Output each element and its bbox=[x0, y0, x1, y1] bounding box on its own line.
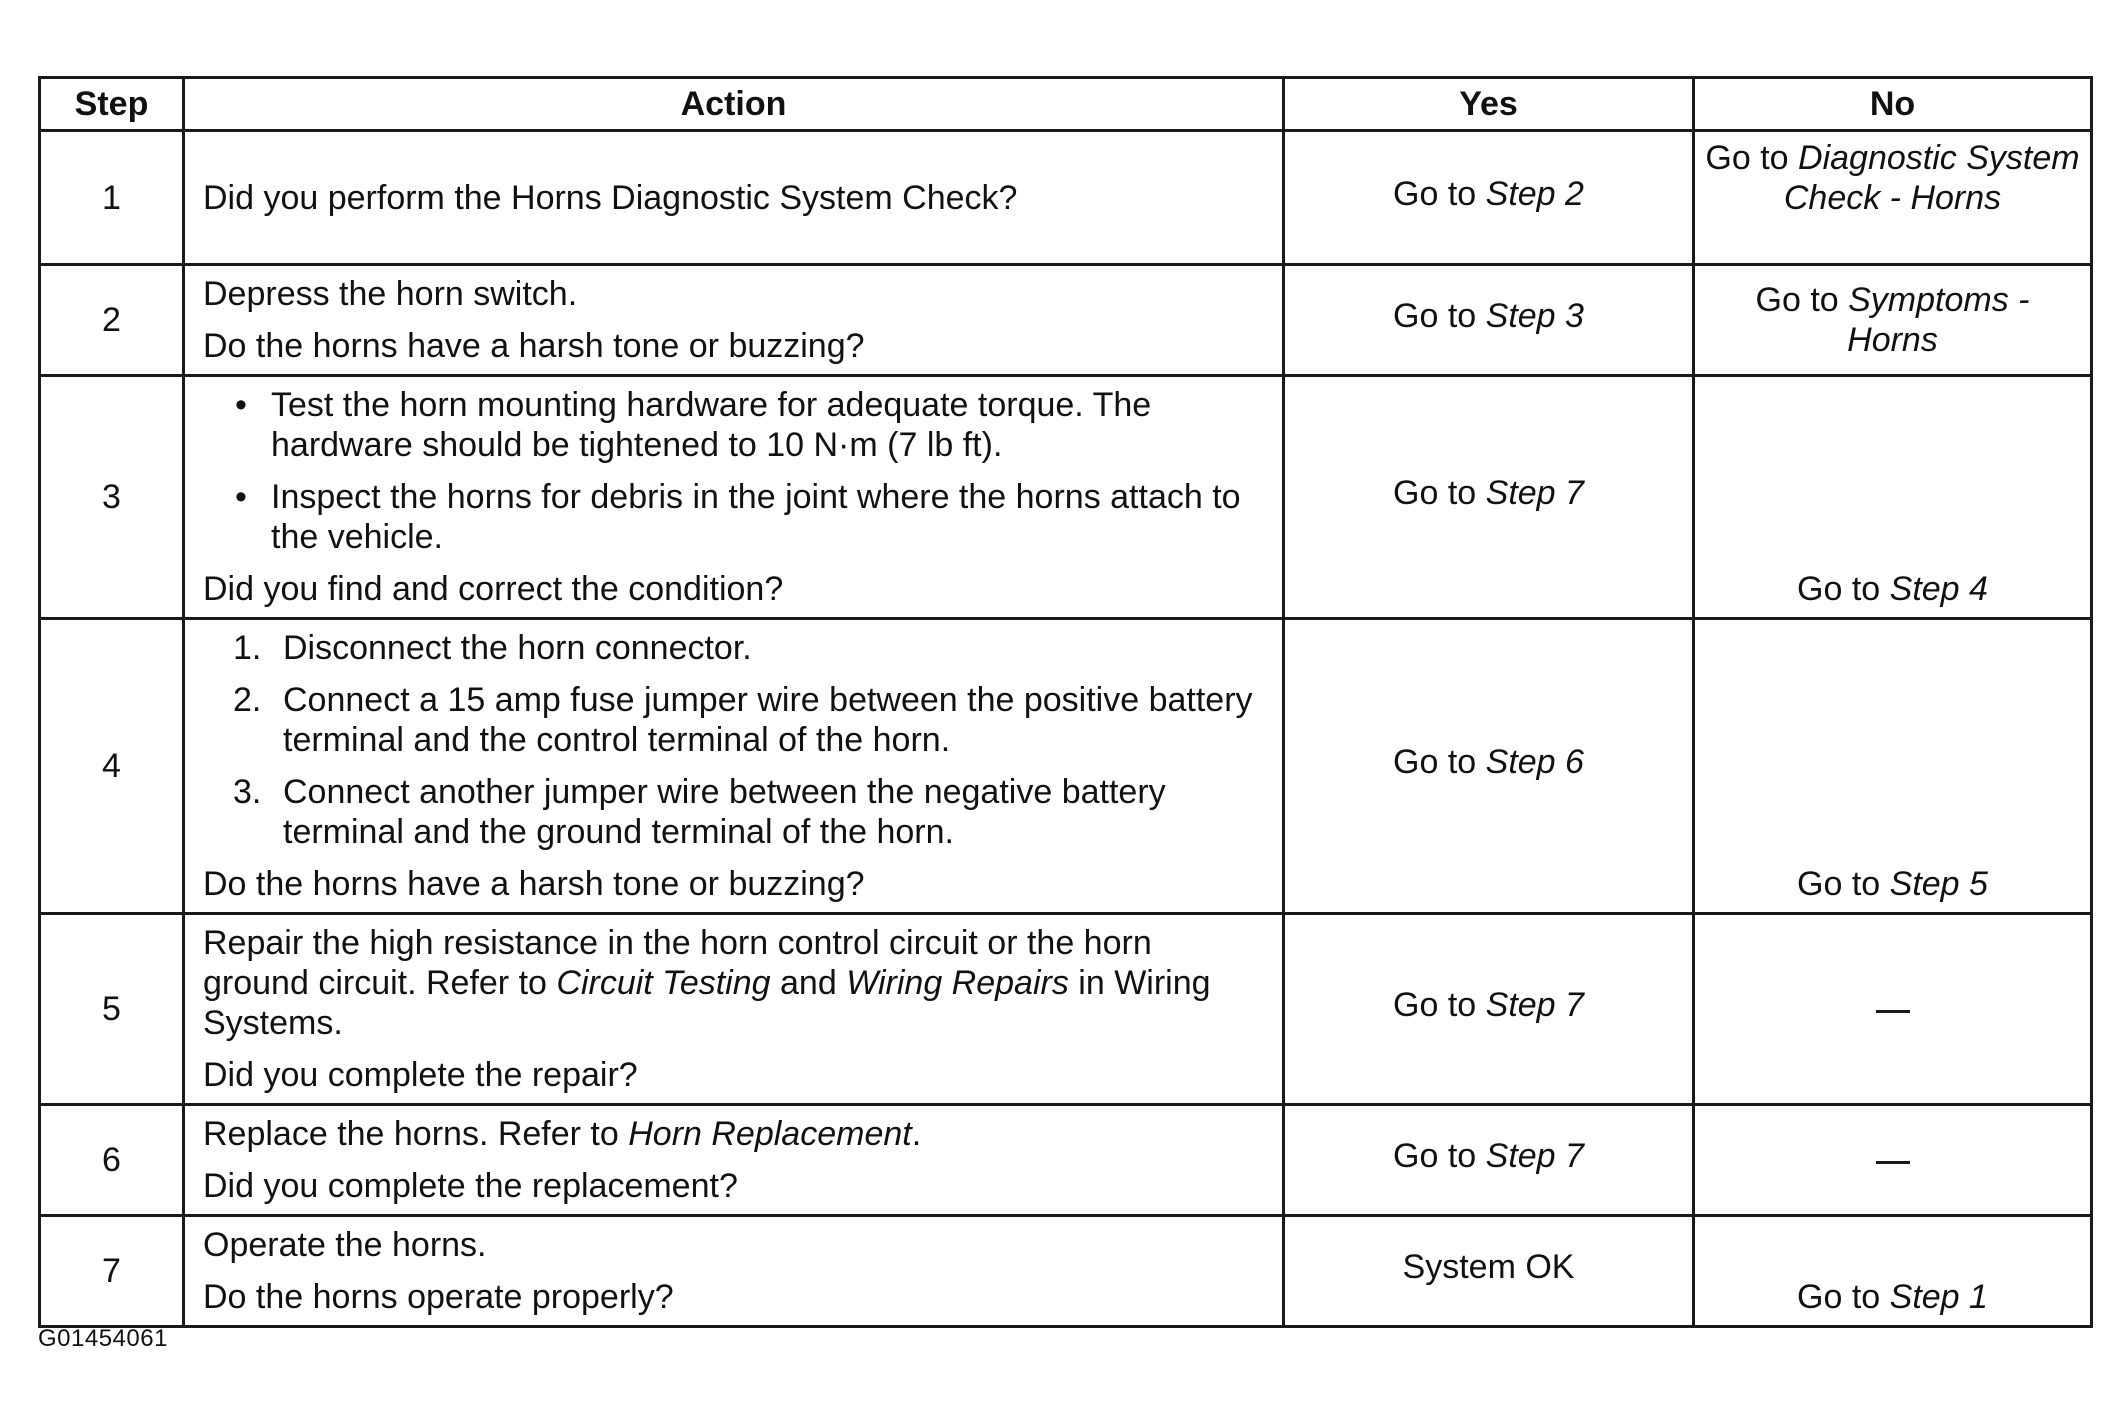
action-question: Do the horns have a harsh tone or buzzing? bbox=[203, 327, 865, 365]
table-row bbox=[40, 376, 2092, 619]
yes-cell bbox=[1284, 1105, 1694, 1216]
action-cell bbox=[184, 376, 1284, 619]
action-text: Depress the horn switch. bbox=[203, 275, 578, 313]
no-prefix: Go to bbox=[1797, 570, 1890, 608]
bullet-icon: • bbox=[235, 386, 247, 424]
table-row bbox=[40, 619, 2092, 914]
action-text: Did you perform the Horns Diagnostic System Check? bbox=[203, 178, 1018, 217]
action-question: Do the horns operate properly? bbox=[203, 1278, 674, 1316]
yes-text: System OK bbox=[1402, 1248, 1575, 1286]
action-cell bbox=[184, 1105, 1284, 1216]
header-row bbox=[40, 78, 2092, 131]
action-cell bbox=[184, 131, 1284, 265]
action-text: Repair the high resistance in the horn control circuit or the horn ground circuit. Refer to Circuit Testing and Wiring Repairs in Wiring Systems. bbox=[203, 924, 1211, 1042]
table-row bbox=[40, 131, 2092, 265]
no-cell bbox=[1694, 1216, 2092, 1327]
yes-ref: Step 6 bbox=[1485, 743, 1584, 781]
no-prefix: Go to bbox=[1705, 139, 1799, 177]
yes-ref: Step 7 bbox=[1485, 474, 1584, 512]
yes-cell bbox=[1284, 619, 1694, 914]
no-ref: Diagnostic System Check - Horns bbox=[1783, 139, 2080, 217]
numbered-list bbox=[203, 628, 1262, 852]
step-number: 1 bbox=[40, 131, 184, 265]
reference-link-text: Wiring Repairs bbox=[846, 964, 1069, 1002]
action-cell bbox=[184, 619, 1284, 914]
step-number: 6 bbox=[40, 1105, 184, 1216]
yes-ref: Step 7 bbox=[1485, 1137, 1584, 1175]
action-question: Did you find and correct the condition? bbox=[203, 570, 784, 608]
table-row bbox=[40, 265, 2092, 376]
no-prefix: Go to bbox=[1797, 1278, 1890, 1316]
no-cell bbox=[1694, 619, 2092, 914]
yes-ref: Step 3 bbox=[1485, 297, 1584, 335]
header-step: Step bbox=[40, 78, 184, 131]
yes-cell bbox=[1284, 914, 1694, 1105]
yes-prefix: Go to bbox=[1393, 474, 1486, 512]
step-number: 2 bbox=[40, 265, 184, 376]
numbered-item: 2. Connect a 15 amp fuse jumper wire between the positive battery terminal and the control terminal of the horn. bbox=[233, 681, 1253, 759]
no-ref: Symptoms - Horns bbox=[1847, 281, 2030, 359]
bullet-item: • Test the horn mounting hardware for adequate torque. The hardware should be tightened to 10 N·m (7 lb ft). bbox=[235, 386, 1152, 464]
header-yes: Yes bbox=[1284, 78, 1694, 131]
yes-prefix: Go to bbox=[1393, 1137, 1486, 1175]
yes-cell bbox=[1284, 131, 1694, 265]
table-row bbox=[40, 1105, 2092, 1216]
no-dash bbox=[1876, 1161, 1910, 1164]
figure-id: G01454061 bbox=[38, 1325, 168, 1352]
no-cell bbox=[1694, 131, 2092, 265]
step-number: 3 bbox=[40, 376, 184, 619]
no-cell bbox=[1694, 376, 2092, 619]
action-cell bbox=[184, 265, 1284, 376]
action-question: Do the horns have a harsh tone or buzzing? bbox=[203, 865, 865, 903]
bullet-list bbox=[203, 385, 1262, 557]
no-cell bbox=[1694, 265, 2092, 376]
yes-ref: Step 7 bbox=[1485, 986, 1584, 1024]
action-cell bbox=[184, 914, 1284, 1105]
numbered-item: 3. Connect another jumper wire between the negative battery terminal and the ground terminal of the horn. bbox=[233, 773, 1166, 851]
action-text: Replace the horns. Refer to Horn Replacement. bbox=[203, 1115, 922, 1153]
bullet-item: • Inspect the horns for debris in the joint where the horns attach to the vehicle. bbox=[235, 478, 1241, 556]
yes-cell bbox=[1284, 376, 1694, 619]
reference-link-text: Circuit Testing bbox=[556, 964, 771, 1002]
numbered-item: 1. Disconnect the horn connector. bbox=[233, 629, 752, 667]
table-row bbox=[40, 1216, 2092, 1327]
table-row bbox=[40, 914, 2092, 1105]
no-prefix: Go to bbox=[1797, 865, 1890, 903]
action-text: Operate the horns. bbox=[203, 1226, 487, 1264]
diagnostic-table bbox=[38, 76, 2093, 1328]
action-cell bbox=[184, 1216, 1284, 1327]
yes-prefix: Go to bbox=[1393, 174, 1486, 213]
no-ref: Step 1 bbox=[1889, 1278, 1988, 1316]
no-ref: Step 4 bbox=[1889, 570, 1988, 608]
yes-prefix: Go to bbox=[1393, 986, 1486, 1024]
no-cell bbox=[1694, 1105, 2092, 1216]
action-question: Did you complete the replacement? bbox=[203, 1167, 738, 1205]
step-number: 4 bbox=[40, 619, 184, 914]
step-number: 7 bbox=[40, 1216, 184, 1327]
action-question: Did you complete the repair? bbox=[203, 1056, 638, 1094]
yes-ref: Step 2 bbox=[1485, 174, 1584, 213]
yes-prefix: Go to bbox=[1393, 297, 1486, 335]
no-cell bbox=[1694, 914, 2092, 1105]
no-prefix: Go to bbox=[1755, 281, 1849, 319]
reference-link-text: Horn Replacement bbox=[628, 1115, 912, 1153]
yes-cell bbox=[1284, 1216, 1694, 1327]
bullet-icon: • bbox=[235, 478, 247, 516]
yes-cell bbox=[1284, 265, 1694, 376]
step-number: 5 bbox=[40, 914, 184, 1105]
no-dash bbox=[1876, 1010, 1910, 1013]
yes-prefix: Go to bbox=[1393, 743, 1486, 781]
header-action: Action bbox=[184, 78, 1284, 131]
header-no: No bbox=[1694, 78, 2092, 131]
no-ref: Step 5 bbox=[1889, 865, 1988, 903]
